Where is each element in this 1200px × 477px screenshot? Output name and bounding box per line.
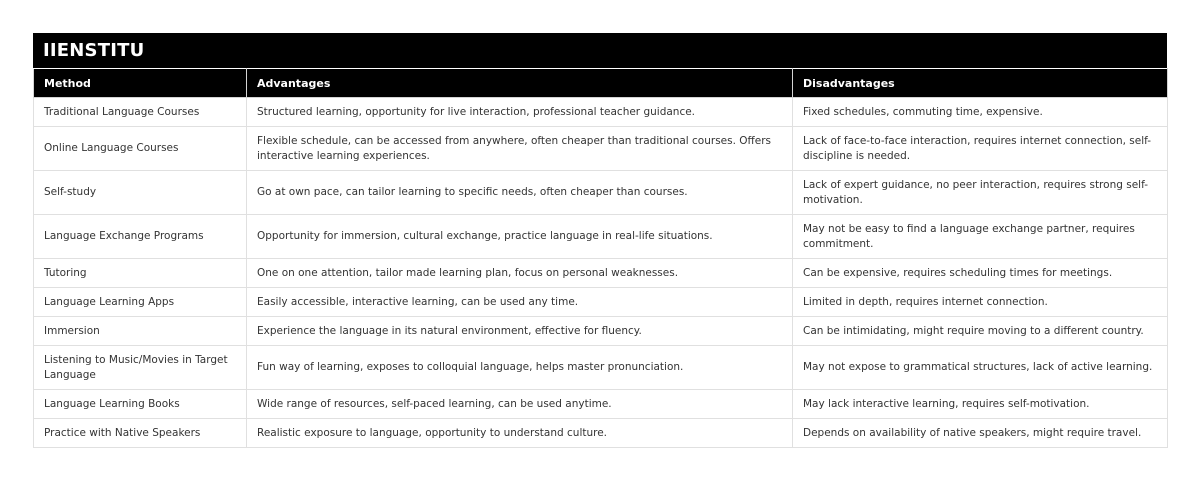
table-row [34, 259, 1168, 288]
table-row [34, 346, 1168, 390]
cell-advantages: Wide range of resources, self-paced learning, can be used anytime. [247, 390, 793, 419]
cell-advantages: Easily accessible, interactive learning, can be used any time. [247, 288, 793, 317]
cell-method: Immersion [34, 317, 247, 346]
cell-disadvantages: Can be expensive, requires scheduling times for meetings. [793, 259, 1168, 288]
cell-method: Listening to Music/Movies in Target Language [34, 346, 247, 390]
cell-advantages: One on one attention, tailor made learning plan, focus on personal weaknesses. [247, 259, 793, 288]
cell-method: Traditional Language Courses [34, 98, 247, 127]
cell-disadvantages: Limited in depth, requires internet connection. [793, 288, 1168, 317]
table-row [34, 98, 1168, 127]
cell-disadvantages: May lack interactive learning, requires self-motivation. [793, 390, 1168, 419]
cell-disadvantages: Lack of face-to-face interaction, requires internet connection, self-discipline is needed. [793, 127, 1168, 171]
brand-title: IIENSTITU [33, 33, 1167, 68]
cell-disadvantages: Lack of expert guidance, no peer interaction, requires strong self-motivation. [793, 171, 1168, 215]
cell-method: Online Language Courses [34, 127, 247, 171]
cell-advantages: Realistic exposure to language, opportunity to understand culture. [247, 419, 793, 448]
header-row [34, 69, 1168, 98]
table-row [34, 390, 1168, 419]
cell-advantages: Go at own pace, can tailor learning to specific needs, often cheaper than courses. [247, 171, 793, 215]
cell-disadvantages: May not be easy to find a language exchange partner, requires commitment. [793, 215, 1168, 259]
cell-disadvantages: Depends on availability of native speakers, might require travel. [793, 419, 1168, 448]
table-row [34, 419, 1168, 448]
comparison-table-container [33, 33, 1167, 448]
cell-method: Tutoring [34, 259, 247, 288]
cell-disadvantages: Can be intimidating, might require moving to a different country. [793, 317, 1168, 346]
cell-disadvantages: Fixed schedules, commuting time, expensive. [793, 98, 1168, 127]
cell-method: Practice with Native Speakers [34, 419, 247, 448]
cell-method: Language Learning Books [34, 390, 247, 419]
cell-advantages: Structured learning, opportunity for live interaction, professional teacher guidance. [247, 98, 793, 127]
table-header [34, 69, 1168, 98]
table-row [34, 317, 1168, 346]
cell-advantages: Opportunity for immersion, cultural exchange, practice language in real-life situations. [247, 215, 793, 259]
comparison-table [33, 68, 1168, 448]
header-advantages: Advantages [247, 69, 793, 98]
table-row [34, 288, 1168, 317]
cell-advantages: Experience the language in its natural environment, effective for fluency. [247, 317, 793, 346]
cell-advantages: Flexible schedule, can be accessed from anywhere, often cheaper than traditional courses. Offers interactive learning experiences. [247, 127, 793, 171]
table-body [34, 98, 1168, 448]
cell-advantages: Fun way of learning, exposes to colloquial language, helps master pronunciation. [247, 346, 793, 390]
header-method: Method [34, 69, 247, 98]
table-row [34, 127, 1168, 171]
header-disadvantages: Disadvantages [793, 69, 1168, 98]
cell-method: Language Learning Apps [34, 288, 247, 317]
table-row [34, 215, 1168, 259]
table-row [34, 171, 1168, 215]
cell-method: Self-study [34, 171, 247, 215]
cell-method: Language Exchange Programs [34, 215, 247, 259]
cell-disadvantages: May not expose to grammatical structures, lack of active learning. [793, 346, 1168, 390]
